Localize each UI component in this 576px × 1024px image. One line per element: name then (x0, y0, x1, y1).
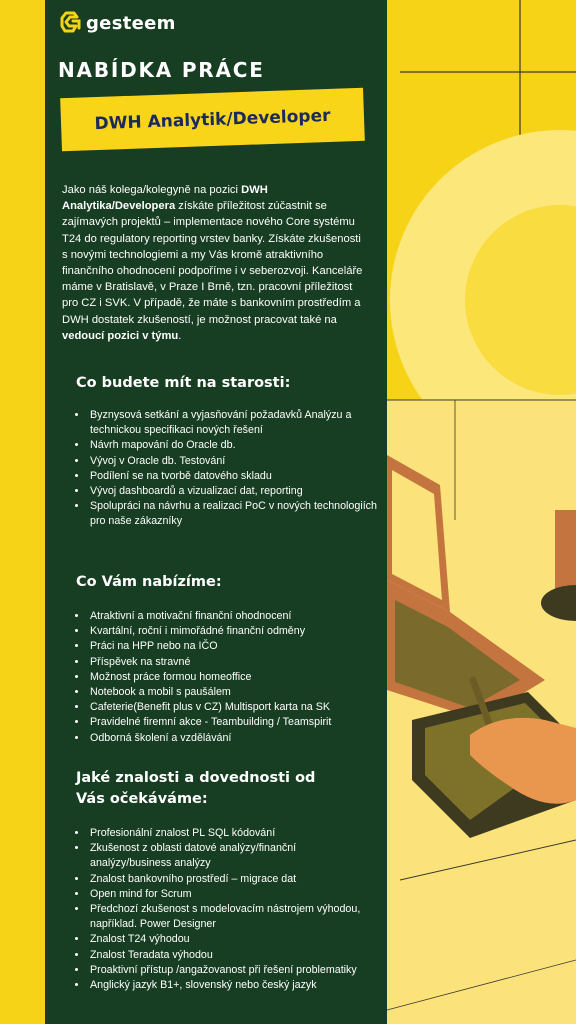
brand-logo[interactable] (60, 10, 176, 36)
list-item: • Proaktivní přístup /angažovanost při řešení problematiky (88, 963, 378, 978)
list-item: • Znalost Teradata výhodou (88, 948, 378, 963)
list-item: • Open mind for Scrum (88, 887, 378, 902)
section-title-responsibilities: Co budete mít na starosti: (76, 375, 291, 391)
job-title-banner (60, 88, 365, 152)
list-item: • Vývoj v Oracle db. Testování (88, 454, 378, 469)
list-item: • Byznysová setkání a vyjasňování požadavků Analýzu a technickou specifikaci nových řešení (88, 408, 378, 438)
list-item: • Podílení se na tvorbě datového skladu (88, 469, 378, 484)
content-panel (45, 0, 387, 1024)
list-item: • Zkušenost z oblasti datové analýzy/finanční analýzy/business analýzy (88, 841, 378, 871)
requirements-list (74, 826, 378, 993)
list-item: • Atraktivní a motivační finanční ohodnocení (88, 609, 378, 624)
responsibilities-list (74, 408, 378, 530)
list-item: • Možnost práce formou homeoffice (88, 670, 378, 685)
job-title: DWH Analytik/Developer (94, 105, 331, 134)
benefits-list (74, 609, 378, 746)
list-item: • Spolupráci na návrhu a realizaci PoC v nových technologiích pro naše zákazníky (88, 499, 378, 529)
section-title-requirements: Jaké znalosti a dovednosti od Vás očekáváme: (76, 770, 316, 807)
list-item: • Kvartální, roční i mimořádné finanční odměny (88, 624, 378, 639)
intro-paragraph (62, 182, 367, 344)
page-heading: NABÍDKA PRÁCE (58, 58, 265, 82)
brand-name: gesteem (86, 12, 176, 34)
intro-text-1: Jako náš kolega/kolegyně na pozici (62, 184, 242, 196)
list-item: • Znalost T24 výhodou (88, 932, 378, 947)
intro-bold-position: DWH Analytika/Developera (62, 184, 268, 213)
list-item: • Práci na HPP nebo na IČO (88, 639, 378, 654)
list-item: • Odborná školení a vzdělávání (88, 731, 378, 746)
section-title-benefits: Co Vám nabízíme: (76, 574, 222, 590)
list-item: • Profesionální znalost PL SQL kódování (88, 826, 378, 841)
list-item: • Příspěvek na stravné (88, 655, 378, 670)
list-item: • Notebook a mobil s paušálem (88, 685, 378, 700)
list-item: • Anglický jazyk B1+, slovenský nebo český jazyk (88, 978, 378, 993)
list-item: • Vývoj dashboardů a vizualizací dat, reporting (88, 484, 378, 499)
list-item: • Znalost bankovního prostředí – migrace dat (88, 872, 378, 887)
list-item: • Pravidelné firemní akce - Teambuilding / Teamspirit (88, 715, 378, 730)
intro-text-2: získáte příležitost zúčastnit se zajímavých projektů – implementace nového Core systému T24 do regulatory reporting vrstev banky. Získáte zkušenosti s novými technologiemi a my Vás kromě atraktivního finančního ohodnocení podpoříme i v seberozvoji. Kanceláře máme v Bratislavě, v Praze I Brně, tzn. pracovní příležitost pro CZ i SVK. V případě, že máte s bankovním prostředím a DWH dostatek zkušeností, je možnost pracovat také na (62, 200, 363, 326)
intro-bold-lead-role: vedoucí pozici v týmu (62, 329, 179, 342)
list-item: • Cafeterie(Benefit plus v CZ) Multisport karta na SK (88, 700, 378, 715)
list-item: • Předchozí zkušenost s modelovacím nástrojem výhodou, například. Power Designer (88, 902, 378, 932)
list-item: • Návrh mapování do Oracle db. (88, 438, 378, 453)
gesteem-logo-icon (60, 10, 82, 36)
intro-text-3: . (178, 329, 182, 342)
